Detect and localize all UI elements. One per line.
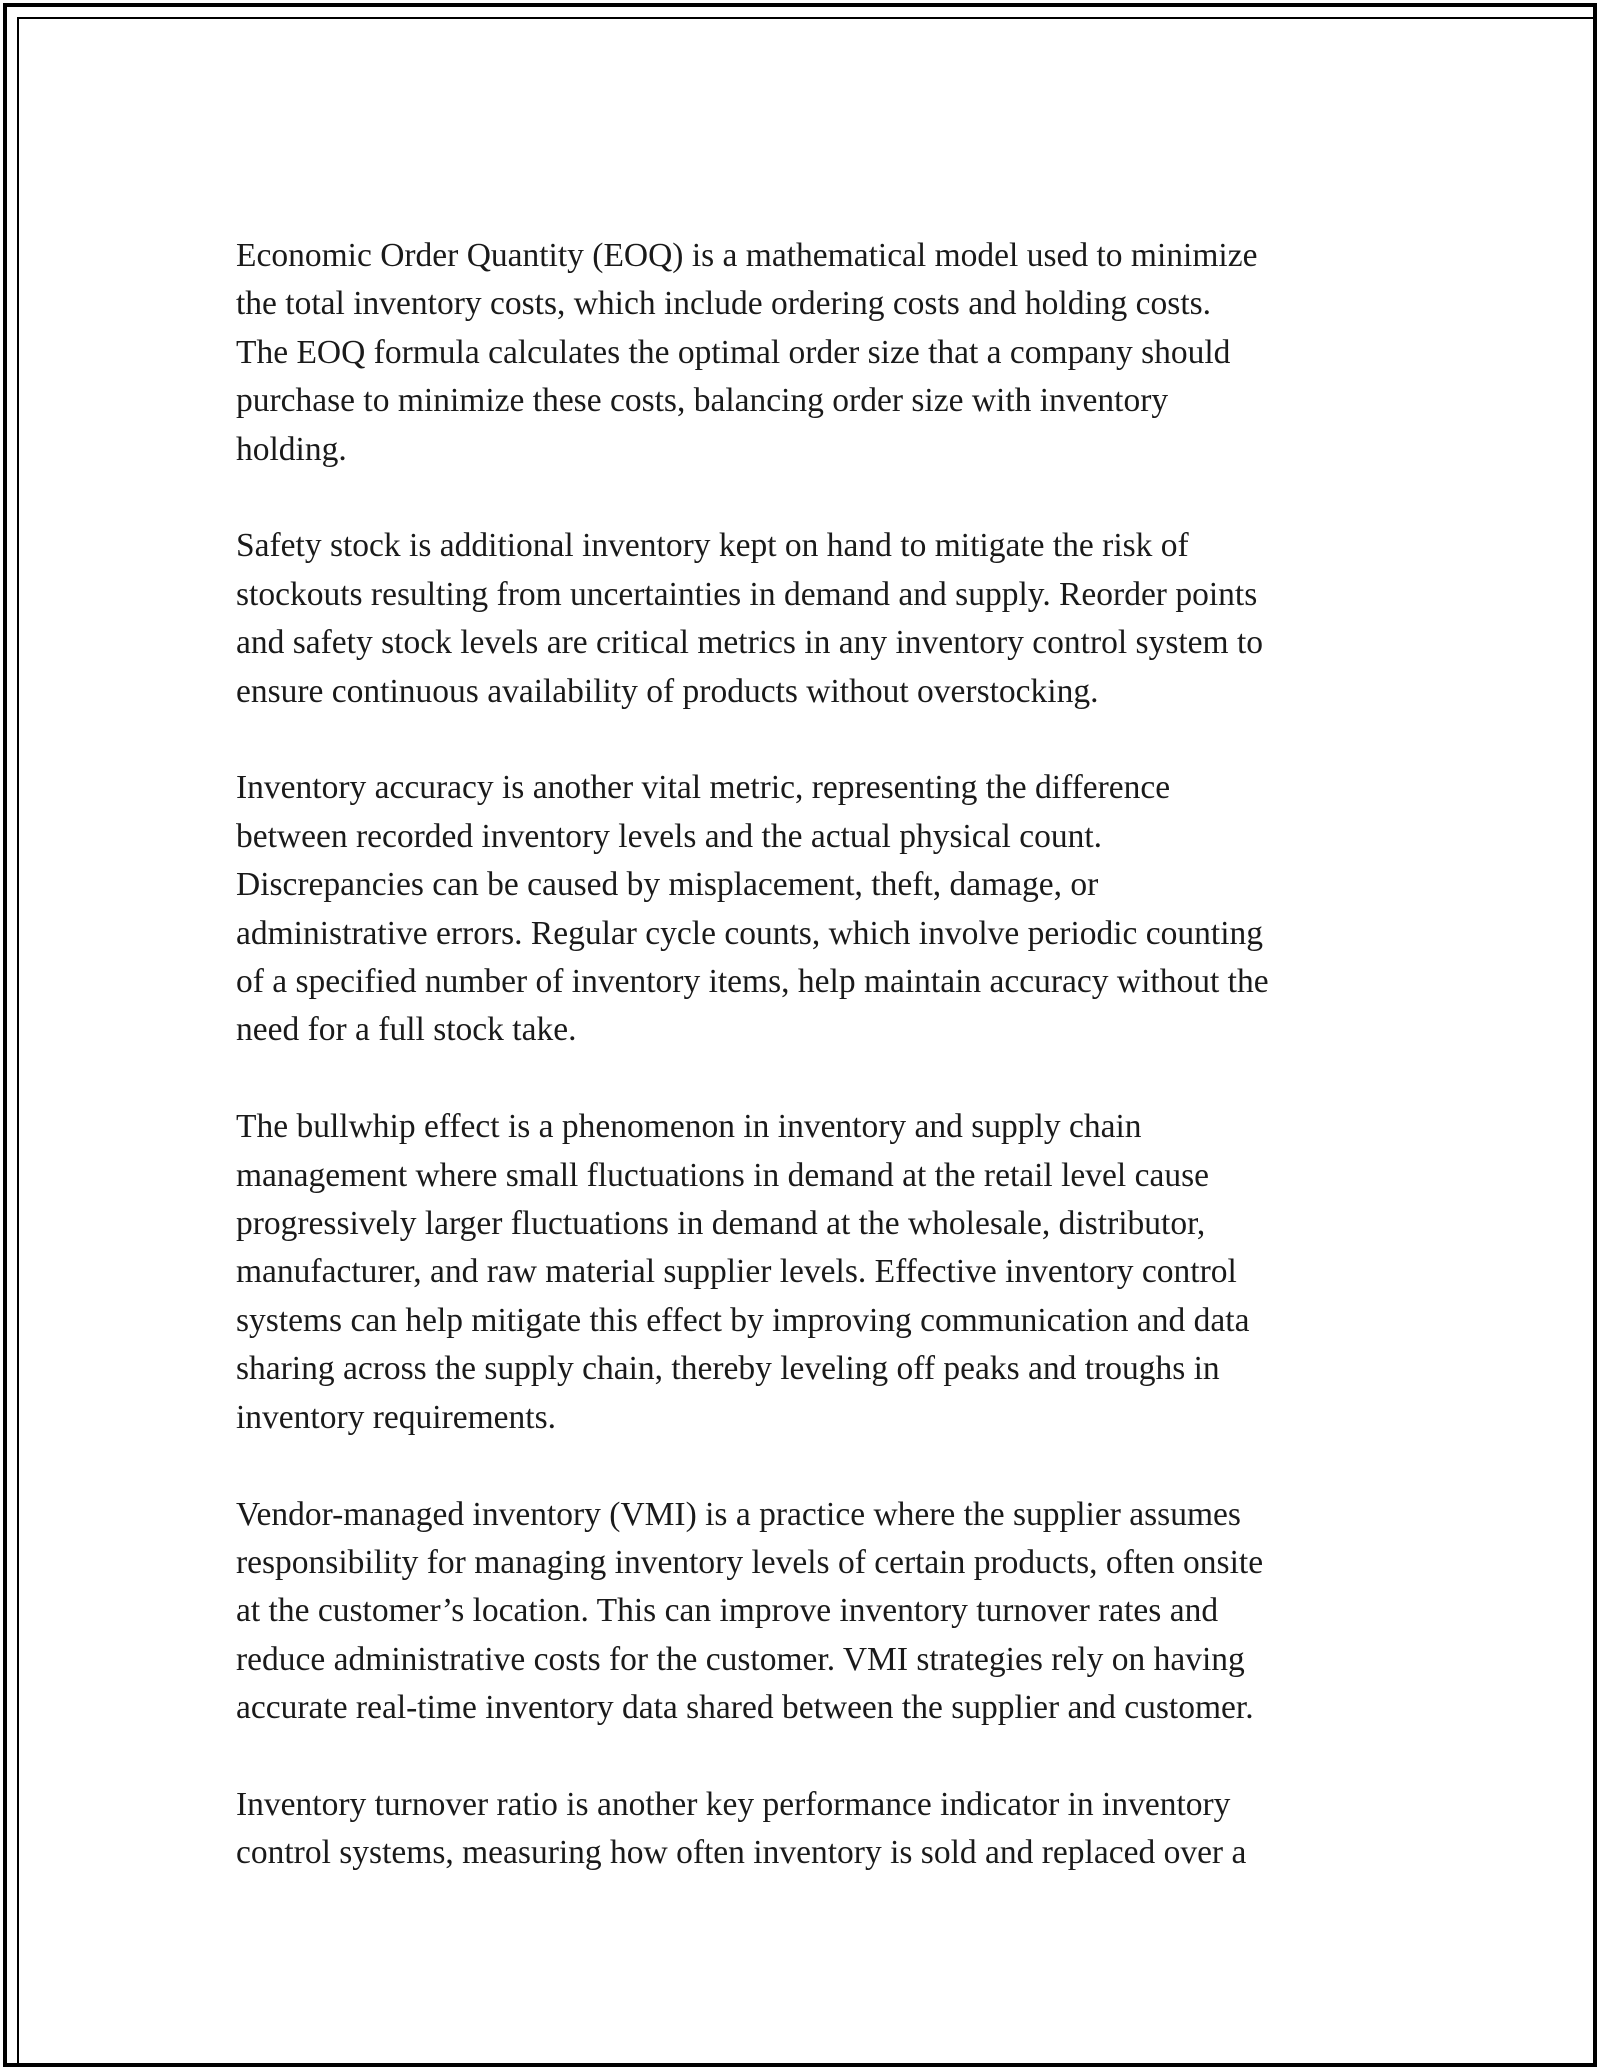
paragraph-eoq: [236, 232, 1396, 474]
text-line: manufacturer, and raw material supplier levels. Effective inventory control: [236, 1253, 1237, 1291]
text-line: progressively larger fluctuations in demand at the wholesale, distributor,: [236, 1205, 1206, 1243]
text-line: at the customer’s location. This can improve inventory turnover rates and: [236, 1592, 1219, 1630]
paragraph-vmi: [236, 1491, 1396, 1733]
text-line: responsibility for managing inventory levels of certain products, often onsite: [236, 1543, 1264, 1581]
text-line: The EOQ formula calculates the optimal order size that a company should: [236, 333, 1231, 371]
text-line: sharing across the supply chain, thereby leveling off peaks and troughs in: [236, 1350, 1220, 1388]
text-line: Economic Order Quantity (EOQ) is a mathematical model used to minimize: [236, 237, 1258, 274]
text-line: of a specified number of inventory items, help maintain accuracy without the: [236, 963, 1269, 1001]
text-line: The bullwhip effect is a phenomenon in inventory and supply chain: [236, 1108, 1142, 1146]
text-line: reduce administrative costs for the customer. VMI strategies rely on having: [236, 1640, 1245, 1678]
text-line: management where small fluctuations in demand at the retail level cause: [236, 1156, 1209, 1194]
paragraph-safety-stock: [236, 522, 1396, 716]
text-line: purchase to minimize these costs, balancing order size with inventory: [236, 382, 1169, 420]
text-line: Vendor-managed inventory (VMI) is a practice where the supplier assumes: [236, 1495, 1241, 1533]
text-line: control systems, measuring how often inventory is sold and replaced over a: [236, 1834, 1247, 1872]
paragraph-turnover-ratio: [236, 1781, 1396, 1878]
text-line: Inventory accuracy is another vital metric, representing the difference: [236, 769, 1171, 807]
document-body: [236, 232, 1396, 1926]
text-line: holding.: [236, 430, 347, 468]
text-line: ensure continuous availability of products without overstocking.: [236, 672, 1099, 710]
paragraph-bullwhip-effect: [236, 1103, 1396, 1442]
text-line: the total inventory costs, which include ordering costs and holding costs.: [236, 285, 1212, 323]
text-line: stockouts resulting from uncertainties in demand and supply. Reorder points: [236, 575, 1258, 613]
text-line: need for a full stock take.: [236, 1011, 577, 1049]
text-line: accurate real-time inventory data shared between the supplier and customer.: [236, 1689, 1254, 1727]
text-line: between recorded inventory levels and the actual physical count.: [236, 817, 1103, 855]
text-line: Safety stock is additional inventory kept on hand to mitigate the risk of: [236, 527, 1189, 565]
text-line: and safety stock levels are critical metrics in any inventory control system to: [236, 624, 1264, 662]
text-line: administrative errors. Regular cycle counts, which involve periodic counting: [236, 914, 1264, 952]
text-line: Inventory turnover ratio is another key performance indicator in inventory: [236, 1785, 1231, 1823]
text-line: Discrepancies can be caused by misplacement, theft, damage, or: [236, 866, 1099, 904]
paragraph-inventory-accuracy: [236, 764, 1396, 1054]
text-line: systems can help mitigate this effect by improving communication and data: [236, 1301, 1250, 1339]
text-line: inventory requirements.: [236, 1398, 557, 1436]
